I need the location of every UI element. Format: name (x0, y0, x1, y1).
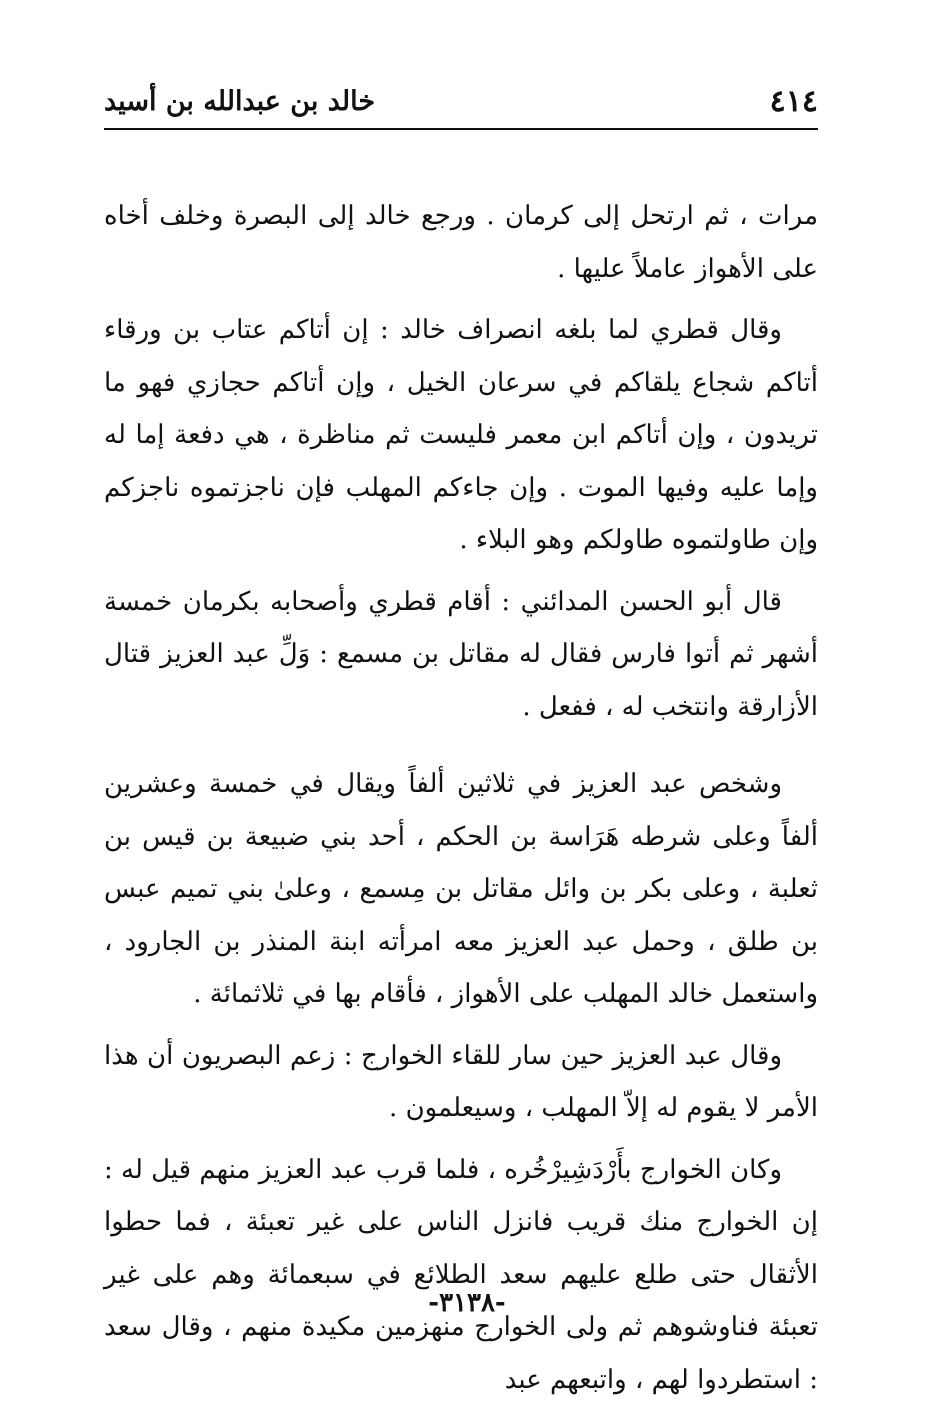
running-title: خالد بن عبدالله بن أسيد (104, 82, 375, 122)
header-rule (104, 128, 818, 130)
paragraph-6: وكان الخوارج بأَرْدَشِيرْخُره ، فلما قرب عبد العزيز منهم قيل له : إن الخوارج منك قريب فانزل الناس على غير تعبئة ، فما حطوا الأثقال حتى طلع عليهم سعد الطلائع في سبعمائة وهم على غير تعبئة فناوشوهم ثم ولى الخوارج منهزمين مكيدة منهم ، وقال سعد : استطردوا لهم ، واتبعهم عبد (104, 1144, 818, 1406)
header-page-number: ٤١٤ (770, 82, 818, 122)
paragraph-3: قال أبو الحسن المدائني : أقام قطري وأصحابه بكرمان خمسة أشهر ثم أتوا فارس فقال له مقاتل بن مسمع : وَلِّ عبد العزيز قتال الأزارقة وانتخب له ، ففعل . (104, 576, 818, 734)
paragraph-1: مرات ، ثم ارتحل إلى كرمان . ورجع خالد إلى البصرة وخلف أخاه على الأهواز عاملاً عليها . (104, 190, 818, 295)
footer-page-number: -٣١٣٨- (0, 1285, 934, 1321)
paragraph-4: وشخص عبد العزيز في ثلاثين ألفاً ويقال في خمسة وعشرين ألفاً وعلى شرطه هَرَاسة بن الحكم ، أحد بني ضبيعة بن قيس بن ثعلبة ، وعلى بكر بن وائل مقاتل بن مِسمع ، وعلىٰ بني تميم عبس بن طلق ، وحمل عبد العزيز معه امرأته ابنة المنذر بن الجارود ، واستعمل خالد المهلب على الأهواز ، فأقام بها في ثلاثمائة . (104, 758, 818, 1021)
paragraph-2: وقال قطري لما بلغه انصراف خالد : إن أتاكم عتاب بن ورقاء أتاكم شجاع يلقاكم في سرعان الخيل ، وإن أتاكم حجازي فهو ما تريدون ، وإن أتاكم ابن معمر فليست ثم مناظرة ، هي دفعة إما له وإما عليه وفيها الموت . وإن جاءكم المهلب فإن ناجزتموه ناجزكم وإن طاولتموه طاولكم وهو البلاء . (104, 304, 818, 567)
paragraph-5: وقال عبد العزيز حين سار للقاء الخوارج : زعم البصريون أن هذا الأمر لا يقوم له إلاّ المهلب ، وسيعلمون . (104, 1030, 818, 1135)
page-header (104, 82, 818, 128)
body-text (104, 190, 818, 1406)
